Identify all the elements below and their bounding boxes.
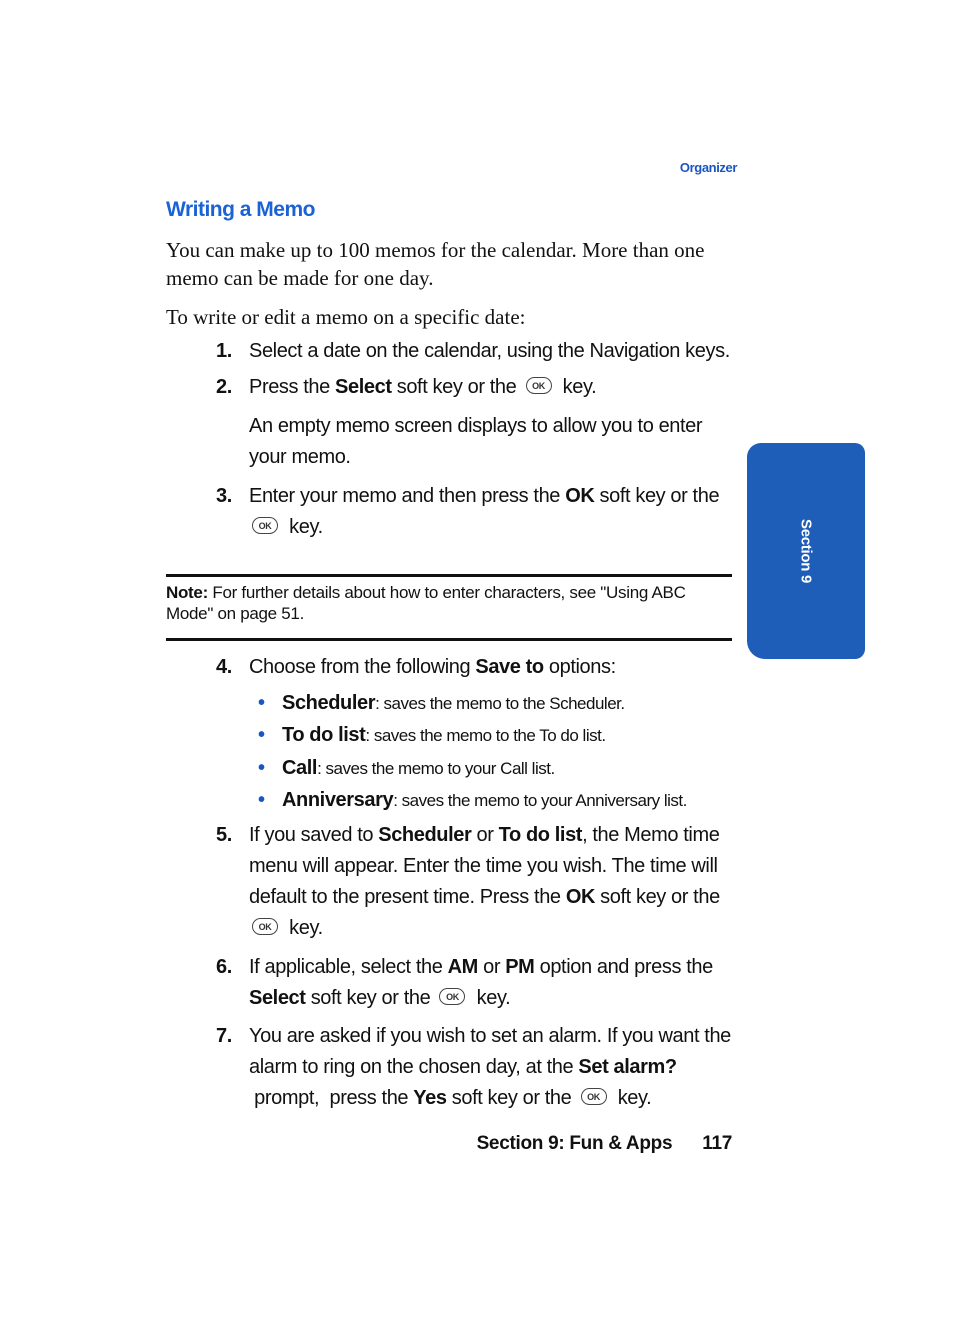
section-tab-label: Section 9 <box>797 519 815 583</box>
option-term: Call <box>282 757 318 779</box>
step-2-note: An empty memo screen displays to allow you to enter your memo. <box>249 415 703 468</box>
ok-key-icon: OK <box>439 988 465 1005</box>
option-term: Anniversary <box>282 789 394 811</box>
step-text: Choose from the following Save to options: <box>249 656 616 678</box>
intro-paragraph: You can make up to 100 memos for the calendar. More than one memo can be made for one day. <box>166 238 705 290</box>
step-5 <box>216 820 746 944</box>
step-number: 6. <box>216 956 232 978</box>
ok-key-icon: OK <box>252 517 278 534</box>
step-text: Press the Select soft key or the OK key. <box>249 376 597 398</box>
step-number: 5. <box>216 824 232 846</box>
option-to-do-list <box>258 720 606 751</box>
section-tab <box>747 443 865 659</box>
step-number: 2. <box>216 376 232 398</box>
bullet-icon: • <box>258 789 265 811</box>
step-text: If applicable, select the AM or PM option and press the Select soft key or the OK key. <box>249 956 713 1009</box>
step-text: You are asked if you wish to set an alarm. If you want the alarm to ring on the chosen day, at the Set alarm? prompt, press the Yes soft key or the OK key. <box>249 1025 731 1109</box>
note-text: For further details about how to enter characters, see "Using ABC Mode" on page 51. <box>166 583 686 623</box>
ok-key-icon: OK <box>252 918 278 935</box>
ok-key-icon: OK <box>581 1088 607 1105</box>
step-7 <box>216 1021 746 1114</box>
step-text: If you saved to Scheduler or To do list, the Memo time menu will appear. Enter the time you wish. The time will default to the present time. Press the OK soft key or the OK key. <box>249 824 720 939</box>
page-footer <box>477 1133 732 1155</box>
step-text: Enter your memo and then press the OK soft key or the OK key. <box>249 485 720 538</box>
step-number: 1. <box>216 340 232 362</box>
note-label: Note: <box>166 583 208 602</box>
bullet-icon: • <box>258 724 265 746</box>
option-scheduler <box>258 688 625 719</box>
option-anniversary <box>258 785 687 816</box>
ok-key-icon: OK <box>526 377 552 394</box>
step-2 <box>216 372 746 403</box>
step-3 <box>216 481 746 543</box>
option-desc: : saves the memo to your Call list. <box>317 759 555 778</box>
option-desc: : saves the memo to the Scheduler. <box>375 694 625 713</box>
note-top-rule <box>166 574 732 577</box>
footer-section: Section 9: Fun & Apps <box>476 1133 673 1154</box>
bullet-icon: • <box>258 757 265 779</box>
step-1 <box>216 336 746 367</box>
option-desc: : saves the memo to the To do list. <box>365 726 606 745</box>
step-6 <box>216 952 746 1014</box>
option-term: Scheduler <box>282 692 376 714</box>
instruction-paragraph: To write or edit a memo on a specific date: <box>166 305 526 329</box>
option-call <box>258 753 555 784</box>
running-header: Organizer <box>679 160 737 175</box>
option-desc: : saves the memo to your Anniversary list. <box>393 791 687 810</box>
step-number: 7. <box>216 1025 232 1047</box>
section-heading: Writing a Memo <box>166 198 315 221</box>
page-number: 117 <box>702 1133 732 1154</box>
step-number: 3. <box>216 485 232 507</box>
bullet-icon: • <box>258 692 265 714</box>
step-4 <box>216 652 746 683</box>
note-bottom-rule <box>166 638 732 641</box>
option-term: To do list <box>282 724 366 746</box>
step-number: 4. <box>216 656 232 678</box>
step-text: Select a date on the calendar, using the Navigation keys. <box>249 340 730 362</box>
note-box <box>166 582 732 624</box>
